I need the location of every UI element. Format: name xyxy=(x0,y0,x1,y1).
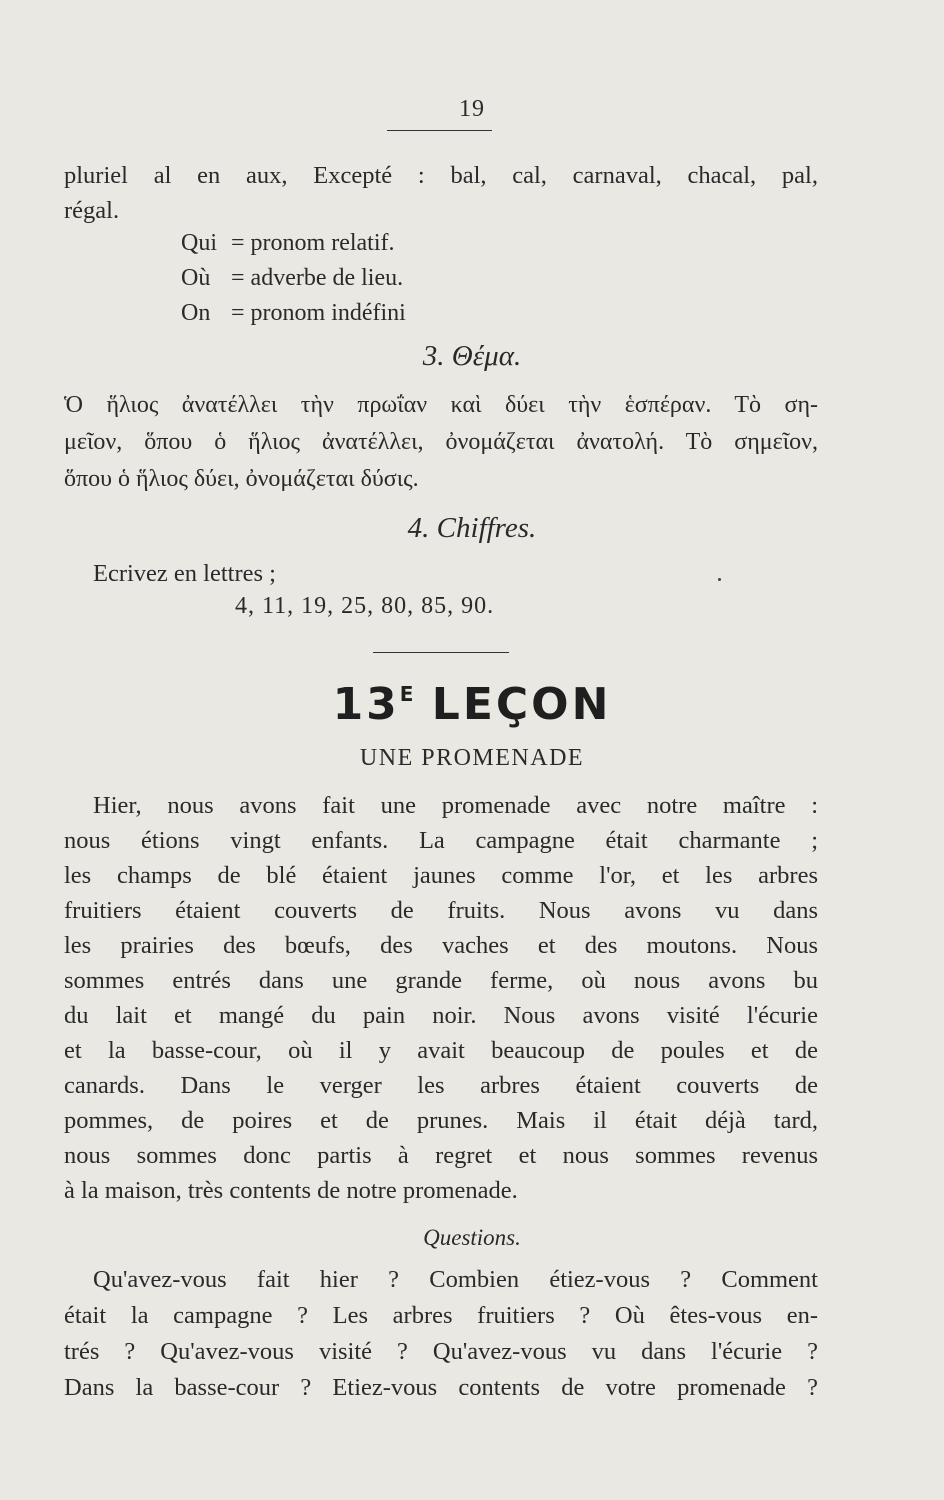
definition-term: Où xyxy=(181,265,211,291)
paragraph-line: fruitiers étaient couverts de fruits. Nous avons vu dans xyxy=(64,897,818,924)
paragraph-line: pommes, de poires et de prunes. Mais il était déjà tard, xyxy=(64,1107,818,1134)
print-speck xyxy=(718,578,721,581)
question-line: Qu'avez-vous fait hier ? Combien étiez-vous ? Comment xyxy=(93,1266,818,1293)
lesson-number: 13 xyxy=(332,679,400,730)
lesson-ordinal: E xyxy=(399,682,414,706)
paragraph-line: nous sommes donc partis à regret et nous sommes revenus xyxy=(64,1142,818,1169)
questions-heading: Questions. xyxy=(423,1225,521,1250)
question-line: était la campagne ? Les arbres fruitiers ? Où êtes-vous en- xyxy=(64,1302,818,1329)
paragraph-line: les champs de blé étaient jaunes comme l'or, et les arbres xyxy=(64,862,818,889)
definition-term: Qui xyxy=(181,230,217,256)
question-line: Dans la basse-cour ? Etiez-vous contents de votre promenade ? xyxy=(64,1374,818,1401)
number-list: 4, 11, 19, 25, 80, 85, 90. xyxy=(235,593,495,619)
page-number: 19 xyxy=(459,96,485,122)
section-3-heading: 3. Θέμα. xyxy=(422,340,522,372)
section-divider xyxy=(373,652,509,653)
paragraph-line: du lait et mangé du pain noir. Nous avons visité l'écurie xyxy=(64,1002,818,1029)
definition-item xyxy=(181,296,406,331)
paragraph-line: les prairies des bœufs, des vaches et des moutons. Nous xyxy=(64,932,818,959)
definition-item xyxy=(181,261,406,296)
greek-line-3: ὅπου ὁ ἥλιος δύει, ὀνομάζεται δύσις. xyxy=(64,466,419,492)
paragraph-line: sommes entrés dans une grande ferme, où nous avons bu xyxy=(64,967,818,994)
paragraph-line: et la basse-cour, où il y avait beaucoup de poules et de xyxy=(64,1037,818,1064)
instruction-text: Ecrivez en lettres ; xyxy=(93,560,276,587)
paragraph-line: nous étions vingt enfants. La campagne était charmante ; xyxy=(64,827,818,854)
lesson-word: LEÇON xyxy=(431,679,612,730)
definition-text: = pronom relatif. xyxy=(231,230,395,256)
intro-line-2: régal. xyxy=(64,197,120,224)
definition-term: On xyxy=(181,300,211,326)
paragraph-line: canards. Dans le verger les arbres étaient couverts de xyxy=(64,1072,818,1099)
lesson-subtitle: UNE PROMENADE xyxy=(359,745,585,771)
header-rule xyxy=(387,130,492,131)
definition-text: = pronom indéfini xyxy=(231,300,406,326)
lesson-heading xyxy=(0,679,944,730)
greek-line-2: μεῖον, ὅπου ὁ ἥλιος ἀνατέλλει, ὀνομάζεται ἀνατολή. Τὸ σημεῖον, xyxy=(64,429,818,455)
definition-item xyxy=(181,226,406,261)
question-line: trés ? Qu'avez-vous visité ? Qu'avez-vous vu dans l'écurie ? xyxy=(64,1338,818,1365)
paragraph-line: Hier, nous avons fait une promenade avec notre maître : xyxy=(93,792,818,819)
section-4-heading: 4. Chiffres. xyxy=(407,512,537,544)
paragraph-line: à la maison, très contents de notre promenade. xyxy=(64,1177,518,1204)
greek-line-1: Ὁ ἥλιος ἀνατέλλει τὴν πρωΐαν καὶ δύει τὴν ἑσπέραν. Τὸ ση- xyxy=(64,392,818,418)
definition-text: = adverbe de lieu. xyxy=(231,265,404,291)
intro-line-1: pluriel al en aux, Excepté : bal, cal, carnaval, chacal, pal, xyxy=(64,162,818,189)
definitions-list xyxy=(181,226,406,331)
